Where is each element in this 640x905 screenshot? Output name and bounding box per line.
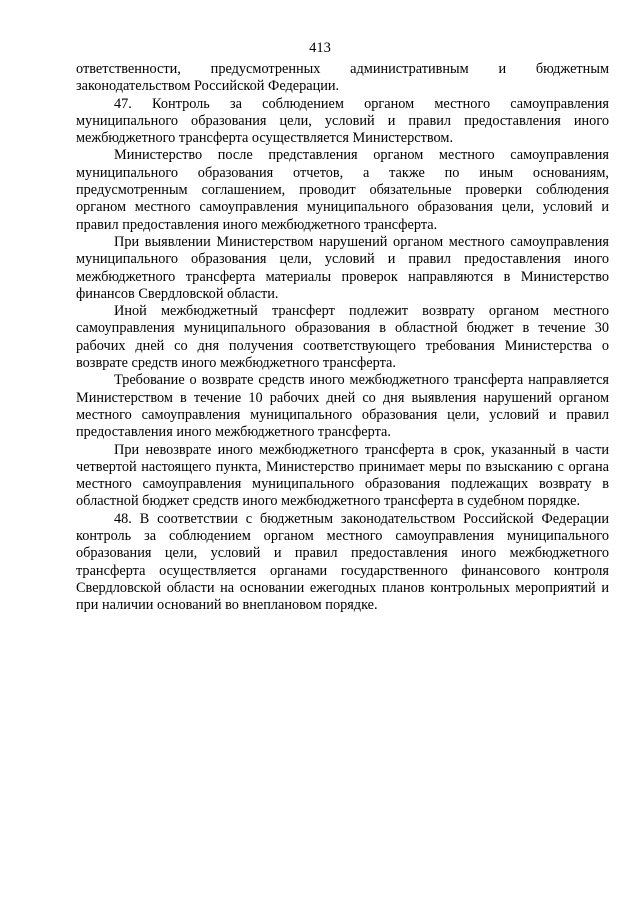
paragraph-continuation: ответственности, предусмотренных административным и бюджетным законодательством Российской Федерации. (76, 61, 609, 95)
document-body (76, 61, 609, 615)
paragraph-clause-48: 48. В соответствии с бюджетным законодательством Российской Федерации контроль за соблюдением органом местного самоуправления муниципального образования цели, условий и правил предоставления иного межбюджетного трансферта осуществляется органами государственного финансового контроля Свердловской области на основании ежегодных планов контрольных мероприятий и при наличии оснований во внеплановом порядке. (76, 510, 609, 614)
paragraph-refund: Иной межбюджетный трансферт подлежит возврату органом местного самоуправления муниципального образования в областной бюджет в течение 30 рабочих дней со дня получения соответствующего требования Министерства о возврате средств иного межбюджетного трансферта. (76, 303, 609, 372)
paragraph-refund-request: Требование о возврате средств иного межбюджетного трансферта направляется Министерством в течение 10 рабочих дней со дня выявления нарушений органом местного самоуправления муниципального образования цели, условий и правил предоставления иного межбюджетного трансферта. (76, 372, 609, 441)
page-number: 413 (309, 40, 331, 56)
paragraph-clause-47: 47. Контроль за соблюдением органом местного самоуправления муниципального образования цели, условий и правил предоставления иного межбюджетного трансферта осуществляется Министерством. (76, 95, 609, 147)
paragraph-inspections: Министерство после представления органом местного самоуправления муниципального образования отчетов, а также по иным основаниям, предусмотренным соглашением, проводит обязательные проверки соблюдения органом местного самоуправления муниципального образования цели, условий и правил предоставления иного межбюджетного трансферта. (76, 147, 609, 233)
paragraph-violations: При выявлении Министерством нарушений органом местного самоуправления муниципального образования цели, условий и правил предоставления иного межбюджетного трансферта материалы проверок направляются в Министерство финансов Свердловской области. (76, 233, 609, 302)
paragraph-recovery: При невозврате иного межбюджетного трансферта в срок, указанный в части четвертой настоящего пункта, Министерство принимает меры по взысканию с органа местного самоуправления муниципального образования подлежащих возврату в областной бюджет средств иного межбюджетного трансферта в судебном порядке. (76, 441, 609, 510)
